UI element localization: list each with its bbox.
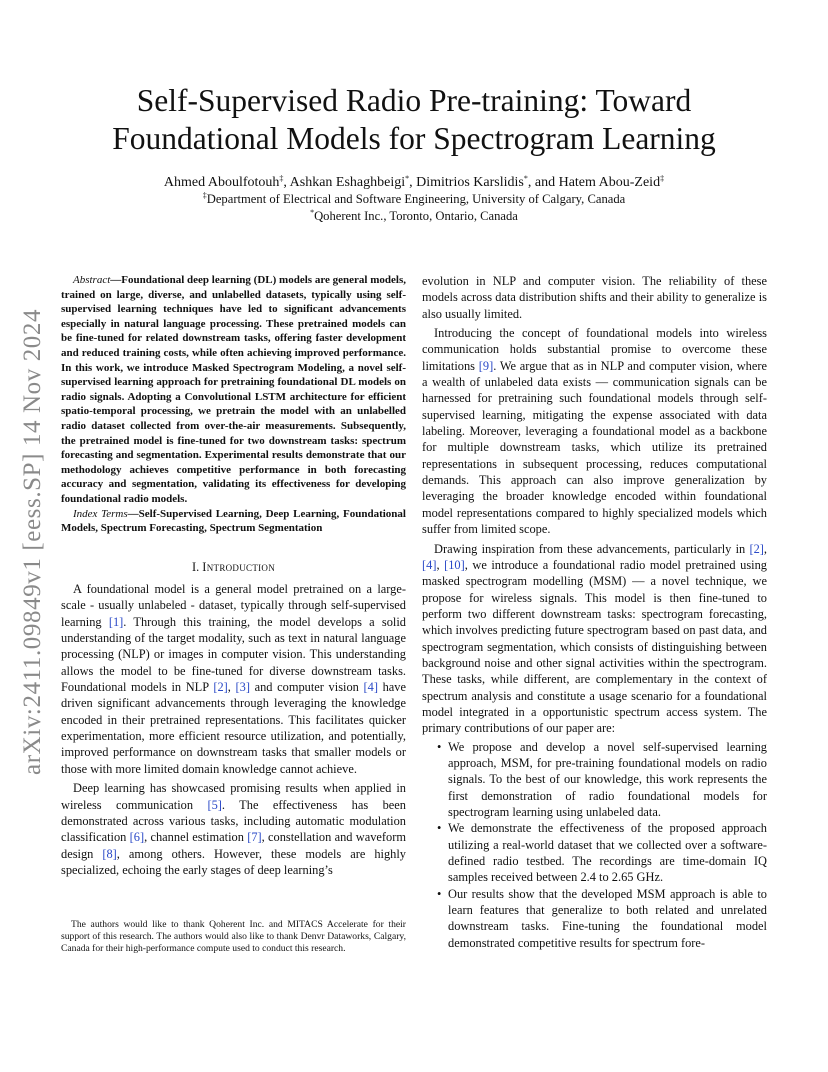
- left-column: [61, 273, 406, 878]
- paragraph-contributions-intro: Drawing inspiration from these advancements, particularly in [2], [4], [10], we introduce a foundational radio model pretrained using masked spectrogram modelling (MSM) — a novel technique, we propose for wireless signals. This model is then fine-tuned to perform two different downstream tasks: spectrogram forecasting, which involves predicting future spectrogram based on past data, and spectrogram segmentation, which consists of distinguishing between background noise and other signal activities within the spectrogram. These tasks, while different, are complementary in the context of spectrum analysis and constitute a usage scenario for a foundational model integrated in a opportunistic spectrum access system. The primary contributions of our paper are:: [422, 541, 767, 736]
- index-terms: Index Terms—Self-Supervised Learning, Deep Learning, Foundational Models, Spectrum Forecasting, Spectrum Segmentation: [61, 507, 406, 535]
- author-list: Ahmed Aboulfotouh‡, Ashkan Eshaghbeigi*, Dimitrios Karslidis*, and Hatem Abou-Zeid‡: [163, 174, 665, 190]
- intro-paragraph-2: Deep learning has showcased promising results when applied in wireless communication [5]. The effectiveness has been demonstrated across various tasks, including automatic modulation classification [6], channel estimation [7], constellation and waveform design [8], among others. However, these models are highly specialized, echoing the early stages of deep learning’s: [61, 781, 406, 877]
- intro-paragraph-1: A foundational model is a general model pretrained on a large-scale - usually unlabeled - dataset, typically through self-supervised learning [1]. Through this training, the model develops a solid understanding of the target modality, such as text in natural language processing (NLP) or images in computer vision. This understanding allows the model to be fine-tuned for diverse downstream tasks. Foundational models in NLP [2], [3] and computer vision [4] have driven significant advancements through leveraging the knowledge encoded in their pretrained representations. This facilitates quicker experimentation, more efficient resource utilization, and potentially, improved performance on downstream tasks that smaller models or those with more limited domain knowledge cannot achieve.: [61, 582, 406, 776]
- citation-link[interactable]: [10]: [444, 557, 465, 572]
- citation-link[interactable]: [2]: [213, 680, 228, 695]
- citation-link[interactable]: [4]: [363, 680, 378, 695]
- contributions-list: [422, 739, 767, 951]
- affiliation-ucalgary: ‡Department of Electrical and Software Engineering, University of Calgary, Canada: [202, 191, 626, 206]
- list-item: • We demonstrate the effectiveness of the proposed approach utilizing a real-world dataset that we collected over a software-defined radio testbed. The recordings are time-domain IQ samples received between 2.4 to 2.65 GHz.: [437, 821, 767, 885]
- citation-link[interactable]: [4]: [422, 557, 437, 572]
- paper-title: [60, 82, 768, 158]
- author-1: Ahmed Aboulfotouh: [163, 175, 280, 190]
- arxiv-identifier-text: arXiv:2411.09849v1 [eess.SP] 14 Nov 2024: [19, 308, 46, 775]
- citation-link[interactable]: [2]: [749, 541, 764, 556]
- list-item: • We propose and develop a novel self-supervised learning approach, MSM, for pre-training foundational models on radio signals. To the best of our knowledge, this work represents the first demonstration of radio foundational models for spectrogram learning using unlabeled data.: [437, 739, 767, 819]
- citation-link[interactable]: [6]: [129, 830, 145, 845]
- citation-link[interactable]: [8]: [102, 846, 117, 861]
- citation-link[interactable]: [7]: [247, 830, 262, 845]
- citation-link[interactable]: [9]: [478, 358, 494, 373]
- title-line-1: Self-Supervised Radio Pre-training: Toward: [136, 83, 692, 118]
- right-column: [422, 273, 767, 951]
- author-3: Dimitrios Karslidis: [416, 175, 524, 190]
- footnote-acknowledgement: The authors would like to thank Qoherent Inc. and MITACS Accelerate for their support of this research. The authors would also like to thank Denvr Dataworks, Calgary, Canada for their high-performance compute used to conduct this research.: [61, 919, 406, 954]
- list-item: • Our results show that the developed MSM approach is able to learn features that generalize to both related and unrelated downstream tasks. Fine-tuning the foundational model demonstrated competitive results for spectrum fore-: [437, 886, 767, 950]
- citation-link[interactable]: [1]: [108, 614, 124, 629]
- bullet-icon: •: [437, 886, 442, 901]
- bullet-icon: •: [437, 739, 442, 754]
- title-line-2: Foundational Models for Spectrogram Learning: [112, 121, 716, 156]
- affiliation-qoherent: *Qoherent Inc., Toronto, Ontario, Canada: [310, 208, 518, 223]
- section-heading-introduction: I. Introduction: [191, 559, 276, 574]
- bullet-icon: •: [437, 821, 442, 836]
- paragraph-foundational-models: Introducing the concept of foundational models into wireless communication holds substantial promise to overcome these limitations [9]. We argue that as in NLP and computer vision, where a wealth of unlabeled data exists — communication signals can be harnessed for pretraining such foundational models through self-supervised learning, mitigating the expense associated with data labeling. Moreover, leveraging a foundational model as a backbone for multiple downstream tasks, which utilize its pretrained representations in subsequent processing, reduces computational demands. This approach can also improve generalization by leveraging the broader knowledge encoded within foundational model representations compared to highly specialized models which suffer from limited scope.: [422, 326, 767, 537]
- author-2: Ashkan Eshaghbeigi: [289, 175, 406, 190]
- abstract: Abstract—Foundational deep learning (DL) models are general models, trained on large, diverse, and unlabelled datasets, typically using self-supervised learning techniques have led to significant advancements especially in natural language processing. These pretrained models can be fine-tuned for related downstream tasks, offering faster development and reduced training costs, while often achieving improved performance. In this work, we introduce Masked Spectrogram Modeling, a novel self-supervised learning approach for pretraining foundational DL models on radio signals. Adopting a Convolutional LSTM architecture for efficient spatio-temporal processing, we pretrain the model with an unlabelled radio dataset collected from over-the-air measurements. Subsequently, the pretrained model is fine-tuned for two downstream tasks: spectrum forecasting and segmentation. Experimental results demonstrate that our methodology achieves competitive performance in both forecasting accuracy and segmentation, validating its effectiveness for developing foundational radio models.: [61, 274, 406, 505]
- citation-link[interactable]: [5]: [207, 797, 222, 812]
- citation-link[interactable]: [3]: [235, 680, 250, 695]
- paragraph-continuation: evolution in NLP and computer vision. The reliability of these models across data distribution shifts and their ability to generalize is also usually limited.: [422, 274, 767, 321]
- author-4: Hatem Abou-Zeid: [558, 175, 661, 190]
